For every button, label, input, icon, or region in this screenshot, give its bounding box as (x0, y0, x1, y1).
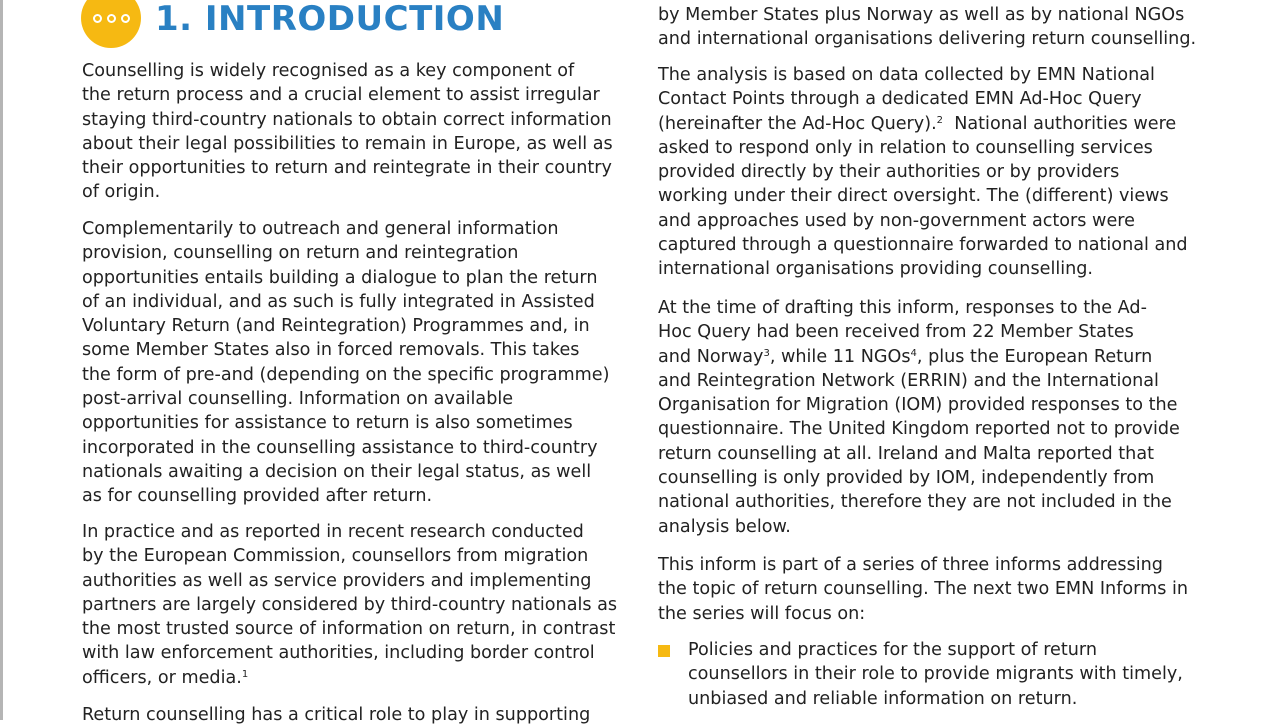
footnote-ref-2[interactable]: 2 (936, 114, 944, 126)
paragraph-analysis: The analysis is based on data collected by EMN National Contact Points through a dedicated EMN Ad-Hoc Query (hereinafter the Ad-Hoc Query).$^2$ National authorities were asked to respond only in relation to counselling services provided directly by their authorities or by providers working under their direct oversight. The (different) views and approaches used by non-government actors were captured through a questionnaire forwarded to national and international organisations providing counselling. (658, 65, 1188, 280)
paragraph-return-counselling-partial: Return counselling has a critical role to play in supporting (82, 705, 591, 725)
section-header (81, 0, 504, 52)
ellipsis-badge-icon (81, 0, 141, 48)
page-edge (0, 0, 3, 720)
paragraph-time-of-drafting: At the time of drafting this inform, responses to the Ad- Hoc Query had been received from 22 Member States and Norway$^3$, while 11 NGOs$^4$, plus the European Return and Reintegration Network (ERRIN) and the International Organisation for Migration (IOM) provided responses to the questionnaire. The United Kingdom reported not to provide return counselling at all. Ireland and Malta reported that counselling is only provided by IOM, independently from national authorities, therefore they are not included in the analysis below. (658, 298, 1180, 537)
footnote-ref-1[interactable]: 1 (241, 668, 249, 680)
bullet-item-policies: Policies and practices for the support of return counsellors in their role to provide migrants with timely, unbiased and reliable information on return. (658, 638, 1218, 711)
section-title: 1. INTRODUCTION (155, 0, 505, 39)
paragraph-complementarily: Complementarily to outreach and general information provision, counselling on return and reintegration opportunities entails building a dialogue to plan the return of an individual, and as such is fully integrated in Assisted Voluntary Return (and Reintegration) Programmes and, in some Member States also in forced removals. This takes the form of pre-and (depending on the specific programme) post-arrival counselling. Information on available opportunities for assistance to return is also sometimes incorporated in the counselling assistance to third-country nationals awaiting a decision on their legal status, as well as for counselling provided after return. (82, 219, 610, 507)
paragraph-counselling-intro: Counselling is widely recognised as a key component of the return process and a crucial element to assist irregular staying third-country nationals to obtain correct information about their legal possibilities to remain in Europe, as well as their opportunities to return and reintegrate in their country of origin. (82, 61, 613, 203)
footnote-ref-3[interactable]: 3 (763, 347, 770, 359)
paragraph-continued: by Member States plus Norway as well as by national NGOs and international organisations delivering return counselling. (658, 5, 1197, 50)
footnote-ref-4[interactable]: 4 (910, 347, 917, 359)
paragraph-in-practice: In practice and as reported in recent research conducted by the European Commission, counsellors from migration authorities as well as service providers and implementing partners are largely considered by third-country nationals as the most trusted source of information on return, in contrast with law enforcement authorities, including border control officers, or media.$^1$ (82, 522, 618, 688)
square-bullet-icon (658, 645, 670, 657)
paragraph-series: This inform is part of a series of three informs addressing the topic of return counselling. The next two EMN Informs in the series will focus on: (658, 555, 1189, 624)
